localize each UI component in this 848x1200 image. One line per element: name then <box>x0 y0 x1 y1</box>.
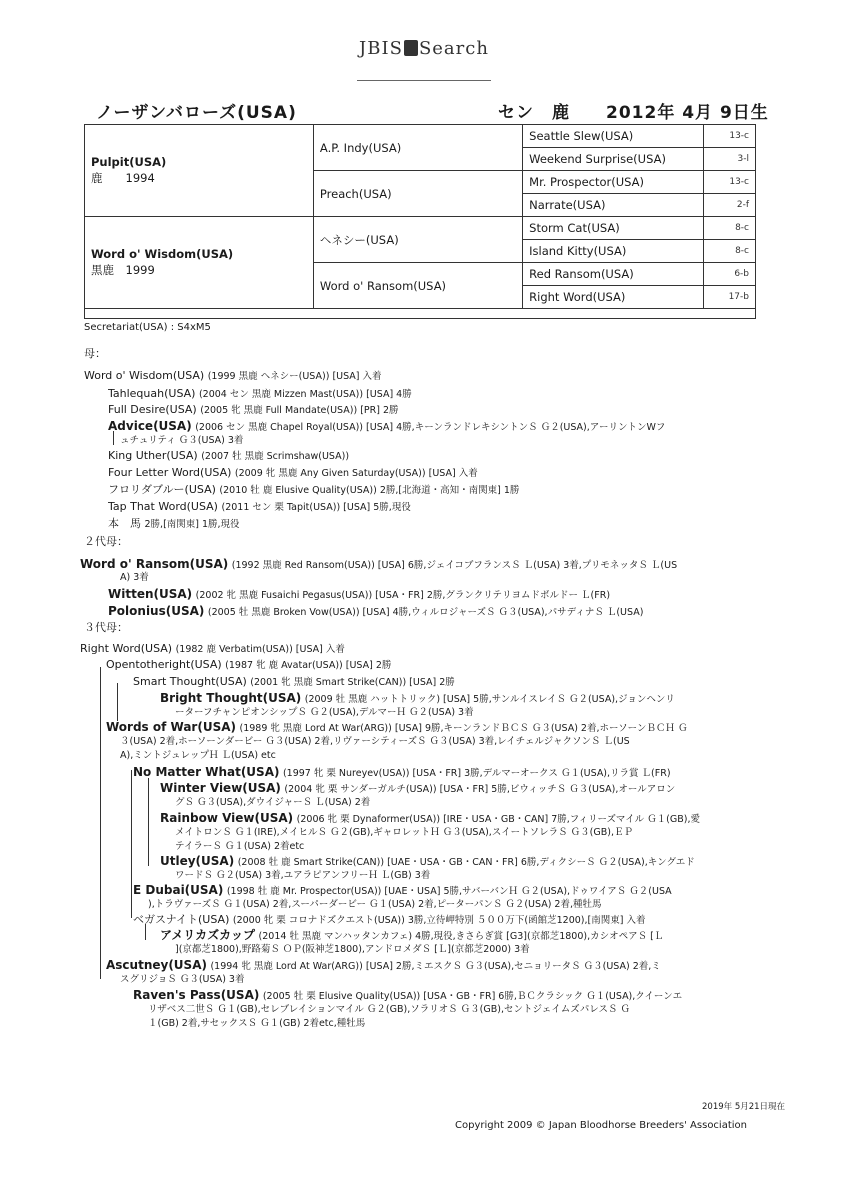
list-item <box>108 603 643 621</box>
horse-entry-record: A),ミントジュレップＨ Ｌ(USA) etc <box>120 750 276 761</box>
gen3-name: Red Ransom(USA) <box>523 263 704 286</box>
gen3-name: Mr. Prospector(USA) <box>523 171 704 194</box>
horse-entry-record: (2005 牝 黒鹿 Full Mandate(USA)) [PR] 2勝 <box>200 405 399 416</box>
gen3-family: 6-b <box>703 263 755 286</box>
horse-entry-record: (2010 牡 鹿 Elusive Quality(USA)) 2勝,[北海道・高知・南関東] 1勝 <box>219 485 520 496</box>
horse-entry-record: ),トラヴァーズＳ Ｇ１(USA) 2着,スーパーダービー Ｇ１(USA) 2着,ピーターパンＳ Ｇ２(USA) 2着,種牡馬 <box>148 899 602 910</box>
horse-entry-record: 2勝,[南関東] 1勝,現役 <box>144 519 240 530</box>
pedigree-table <box>84 124 756 319</box>
gen3-name: Weekend Surprise(USA) <box>523 148 704 171</box>
gen2-2: ヘネシー(USA) <box>313 217 522 263</box>
horse-entry-name: Bright Thought(USA) <box>160 691 302 705</box>
tree-line <box>148 778 149 866</box>
horse-entry-record: A) 3着 <box>120 572 149 583</box>
list-item <box>108 386 412 403</box>
list-item <box>120 747 276 764</box>
horse-entry-name: Winter View(USA) <box>160 781 281 795</box>
dam-name: Word o' Wisdom(USA) <box>91 247 234 261</box>
horse-entry-record: (2001 牝 黒鹿 Smart Strike(CAN)) [USA] 2勝 <box>250 677 455 688</box>
horse-entry-record: ](京都芝1800),野路菊Ｓ ＯＰ(阪神芝1800),アンドロメダＳ [Ｌ](京都芝2000) 3着 <box>175 944 530 955</box>
section-dam2: ２代母： <box>84 535 128 548</box>
horse-entry-name: フロリダブルー(USA) <box>108 483 216 496</box>
gen3-name: Right Word(USA) <box>523 286 704 309</box>
horse-entry-name: ベガスナイト(USA) <box>133 913 230 926</box>
jbis-logo <box>0 38 848 59</box>
horse-entry-record: (1992 黒鹿 Red Ransom(USA)) [USA] 6勝,ジェイコブフランスＳ Ｌ(USA) 3着,プリモネッタＳ Ｌ(US <box>231 560 678 571</box>
horse-entry-record: (1987 牝 鹿 Avatar(USA)) [USA] 2勝 <box>225 660 392 671</box>
list-item <box>80 641 345 658</box>
horse-entry-record: メイトロンＳ Ｇ１(IRE),メイヒルＳ Ｇ２(GB),ギャロレットＨ Ｇ３(USA),スイートソレラＳ Ｇ３(GB),ＥＰ <box>175 827 633 838</box>
horse-entry-record: (2006 牝 栗 Dynaformer(USA)) [IRE・USA・GB・CAN] 7勝,フィリーズマイル Ｇ１(GB),愛 <box>296 814 700 825</box>
horse-entry-record: (1999 黒鹿 ヘネシー(USA)) [USA] 入着 <box>207 371 382 382</box>
horse-entry-name: Tap That Word(USA) <box>108 500 218 513</box>
horse-entry-name: Raven's Pass(USA) <box>133 988 260 1002</box>
horse-entry-name: Full Desire(USA) <box>108 403 197 416</box>
list-item <box>148 896 602 913</box>
list-item <box>108 448 349 465</box>
horse-entry-record: ３(USA) 2着,ホーソーンダービー Ｇ３(USA) 2着,リヴァーシティーズＳ Ｇ３(USA) 3着,レイチェルジャクソンＳ Ｌ(US <box>120 736 630 747</box>
horse-entry-record: (2004 牝 栗 サンダーガルチ(USA)) [USA・FR] 5勝,ビウィッチＳ Ｇ３(USA),オールアロン <box>284 784 676 795</box>
horse-entry-record: (1989 牝 黒鹿 Lord At War(ARG)) [USA] 9勝,キーンランドＢＣＳ Ｇ３(USA) 2着,ホーソーンＢＣＨ Ｇ <box>239 723 688 734</box>
horse-entry-name: Witten(USA) <box>108 587 193 601</box>
gen3-family: 3-l <box>703 148 755 171</box>
horse-entry-record: テイラーＳ Ｇ１(USA) 2着etc <box>175 841 305 852</box>
horse-entry-record: (1998 牡 鹿 Mr. Prospector(USA)) [UAE・USA] 5勝,サバーバンＨ Ｇ２(USA),ドゥワイアＳ Ｇ２(USA <box>226 886 672 897</box>
horse-entry-name: Word o' Wisdom(USA) <box>84 369 205 382</box>
gen3-family: 8-c <box>703 240 755 263</box>
list-item <box>133 674 455 691</box>
horse-entry-record: ワードＳ Ｇ２(USA) 3着,ユアラピアンフリーＨ Ｌ(GB) 3着 <box>175 870 431 881</box>
gen2-1: Preach(USA) <box>313 171 522 217</box>
gen3-name: Narrate(USA) <box>523 194 704 217</box>
logo-text-search: Search <box>418 38 489 59</box>
horse-entry-record: (2002 牝 黒鹿 Fusaichi Pegasus(USA)) [USA・FR] 2勝,グランクリテリヨムドボルドー Ｌ(FR) <box>195 590 611 601</box>
list-item <box>120 971 244 988</box>
copyright: Copyright 2009 © Japan Bloodhorse Breeders' Association <box>455 1120 747 1131</box>
gen3-family: 13-c <box>703 125 755 148</box>
gen3-name: Seattle Slew(USA) <box>523 125 704 148</box>
horse-entry-name: Tahlequah(USA) <box>108 387 196 400</box>
list-item <box>120 432 243 449</box>
horse-entry-record: (2009 牝 黒鹿 Any Given Saturday(USA)) [USA] 入着 <box>234 468 478 479</box>
horse-entry-record: リザベス二世Ｓ Ｇ１(GB),セレブレイションマイル Ｇ２(GB),ソラリオＳ Ｇ３(GB),セントジェイムズパレスＳ Ｇ <box>148 1004 631 1015</box>
list-item <box>148 1015 365 1032</box>
tree-line <box>100 667 101 979</box>
horse-entry-name: No Matter What(USA) <box>133 765 280 779</box>
horse-entry-name: 本 馬 <box>108 517 141 530</box>
horse-entry-record: (2004 セン 黒鹿 Mizzen Mast(USA)) [USA] 4勝 <box>198 389 412 400</box>
logo-text-jbis: JBIS <box>359 38 403 59</box>
tree-line <box>117 683 118 721</box>
horse-entry-record: (1982 鹿 Verbatim(USA)) [USA] 入着 <box>175 644 345 655</box>
dam-detail: 黒鹿 1999 <box>91 263 155 277</box>
table-bottom-space <box>85 309 756 319</box>
gen3-name: Storm Cat(USA) <box>523 217 704 240</box>
horse-entry-name: Right Word(USA) <box>80 642 173 655</box>
horse-entry-name: Word o' Ransom(USA) <box>80 557 229 571</box>
dam-cell <box>85 217 314 309</box>
gen3-name: Island Kitty(USA) <box>523 240 704 263</box>
list-item <box>84 368 382 385</box>
list-item <box>175 941 530 958</box>
sire-cell <box>85 125 314 217</box>
horse-entry-record: (2008 牡 鹿 Smart Strike(CAN)) [UAE・USA・GB・CAN・FR] 6勝,ディクシーＳ Ｇ２(USA),キングエド <box>237 857 695 868</box>
gen3-family: 2-f <box>703 194 755 217</box>
horse-entry-name: Advice(USA) <box>108 419 192 433</box>
horse-entry-name: Smart Thought(USA) <box>133 675 247 688</box>
inbreeding-note: Secretariat(USA) : S4xM5 <box>84 322 211 333</box>
horse-entry-record: スグリジョＳ Ｇ３(USA) 3着 <box>120 974 245 985</box>
sire-detail: 鹿 1994 <box>91 171 155 185</box>
horse-entry-record: (2014 牡 黒鹿 マンハッタンカフェ) 4勝,現役,きさらぎ賞 [G3](京都芝1800),カシオペアＳ [Ｌ <box>258 931 664 942</box>
list-item <box>108 516 240 533</box>
horse-entry-name: Utley(USA) <box>160 854 235 868</box>
horse-name: ノーザンバローズ(USA) <box>96 103 297 123</box>
horse-entry-name: Words of War(USA) <box>106 720 236 734</box>
horse-entry-record: (2009 牡 黒鹿 ハットトリック) [USA] 5勝,サンルイスレイＳ Ｇ２(USA),ジョンヘンリ <box>304 694 675 705</box>
horse-entry-name: Polonius(USA) <box>108 604 205 618</box>
horse-entry-name: アメリカズカップ <box>160 928 256 942</box>
horse-entry-name: Four Letter Word(USA) <box>108 466 232 479</box>
list-item <box>120 569 149 586</box>
gen2-3: Word o' Ransom(USA) <box>313 263 522 309</box>
as-of-date: 2019年 5月21日現在 <box>702 1102 786 1112</box>
horse-entry-record: (2005 牡 栗 Elusive Quality(USA)) [USA・GB・FR] 6勝,ＢＣクラシック Ｇ１(USA),クイーンエ <box>262 991 683 1002</box>
horse-entry-record: ーターフチャンピオンシップＳ Ｇ２(USA),デルマーＨ Ｇ２(USA) 3着 <box>175 707 474 718</box>
horse-entry-record: (2006 セン 黒鹿 Chapel Royal(USA)) [USA] 4勝,キーンランドレキシントンＳ Ｇ２(USA),アーリントンWフ <box>195 422 666 433</box>
gen3-family: 13-c <box>703 171 755 194</box>
horse-entry-record: (1997 牝 栗 Nureyev(USA)) [USA・FR] 3勝,デルマーオークス Ｇ１(USA),リラ賞 Ｌ(FR) <box>282 768 671 779</box>
section-dam3: ３代母： <box>84 621 128 634</box>
horse-entry-name: King Uther(USA) <box>108 449 198 462</box>
list-item <box>175 794 370 811</box>
list-item <box>80 556 677 574</box>
horse-entry-name: Opentotheright(USA) <box>106 658 222 671</box>
gen3-family: 8-c <box>703 217 755 240</box>
list-item <box>108 482 519 499</box>
horse-entry-name: Ascutney(USA) <box>106 958 207 972</box>
list-item <box>106 657 391 674</box>
horse-info: セン 鹿 2012年 4月 9日生 <box>498 103 769 123</box>
horse-entry-name: Rainbow View(USA) <box>160 811 294 825</box>
horse-entry-record: １(GB) 2着,サセックスＳ Ｇ１(GB) 2着etc,種牡馬 <box>148 1018 366 1029</box>
list-item <box>108 586 610 604</box>
list-item <box>108 499 411 516</box>
list-item <box>108 465 478 482</box>
magnifier-icon <box>404 40 418 56</box>
gen2-0: A.P. Indy(USA) <box>313 125 522 171</box>
horse-entry-name: E Dubai(USA) <box>133 883 224 897</box>
horse-entry-record: (2011 セン 栗 Tapit(USA)) [USA] 5勝,現役 <box>221 502 411 513</box>
tree-line <box>131 770 132 918</box>
logo-underline <box>357 80 491 81</box>
section-dam: 母： <box>84 347 106 360</box>
horse-entry-record: (1994 牝 黒鹿 Lord At War(ARG)) [USA] 2勝,ミエスクＳ Ｇ３(USA),セニョリータＳ Ｇ３(USA) 2着,ミ <box>210 961 661 972</box>
list-item <box>108 402 399 419</box>
horse-entry-record: (2007 牡 黒鹿 Scrimshaw(USA)) <box>201 451 350 462</box>
horse-entry-record: グＳ Ｇ３(USA),ダウイジャーＳ Ｌ(USA) 2着 <box>175 797 371 808</box>
horse-entry-record: (2005 牡 黒鹿 Broken Vow(USA)) [USA] 4勝,ウィルロジャーズＳ Ｇ３(USA),パサディナＳ Ｌ(USA) <box>207 607 644 618</box>
horse-entry-record: (2000 牝 栗 コロナドズクエスト(USA)) 3勝,立待岬特別 ５００万下(函館芝1200),[南関東] 入着 <box>232 915 646 926</box>
sire-name: Pulpit(USA) <box>91 155 167 169</box>
gen3-family: 17-b <box>703 286 755 309</box>
horse-entry-record: ュチュリティ Ｇ３(USA) 3着 <box>120 435 244 446</box>
